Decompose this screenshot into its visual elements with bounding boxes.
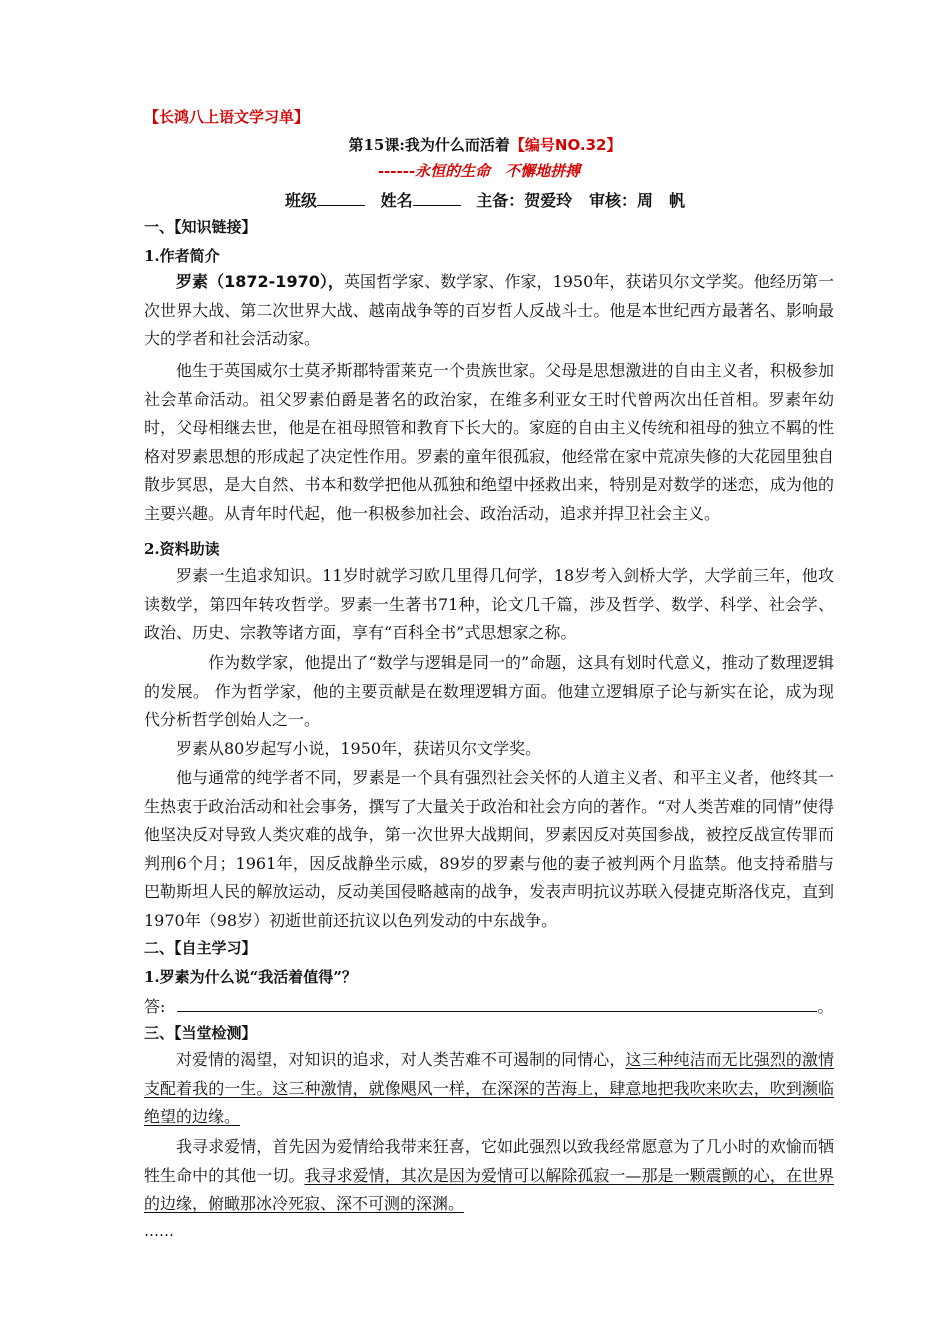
question-1: 1.罗素为什么说“我活着值得”？ [144, 968, 357, 986]
biography-paragraph: 他生于英国威尔士莫矛斯郡特雷莱克一个贵族世家。父母是思想激进的自由主义者，积极参加社会革命活动。祖父罗素伯爵是著名的政治家，在维多利亚女王时代曾两次出任首相。罗素年幼时，父母相继去世，他是在祖母照管和教育下长大的。家庭的自由主义传统和祖母的独立不羁的性格对罗素思想的形成起了决定性作用。罗素的童年很孤寂，他经常在家中荒凉失修的大花园里独自散步冥思，是大自然、书本和数学把他从孤独和绝望中拯救出来，特别是对数学的迷恋，成为他的主要兴趣。从青年时代起，他一积极参加社会、政治活动，追求并捍卫社会主义。 [144, 361, 834, 523]
meta-line [0, 188, 950, 211]
test-paragraph-1 [144, 1046, 834, 1132]
name-label: 姓名 [380, 191, 413, 210]
preparer: 主备：贺爱玲 [476, 191, 573, 210]
section2-heading: 二、【自主学习】 [144, 939, 257, 957]
answer-end: 。 [817, 997, 834, 1016]
document-tag: 【长鸿八上语文学习单】 [144, 108, 310, 126]
reading-aid-paragraph-4: 他与通常的纯学者不同，罗素是一个具有强烈社会关怀的人道主义者、和平主义者，他终其一生热衷于政治活动和社会事务，撰写了大量关于政治和社会方向的著作。“对人类苦难的同情”使得他坚决反对导致人类灾难的战争，第一次世界大战期间，罗素因反对英国参战，被控反战宣传罪而判刑6个月；1961年，因反战静坐示威，89岁的罗素与他的妻子被判两个月监禁。他支持希腊与巴勒斯坦人民的解放运动，反动美国侵略越南的战争，发表声明抗议苏联入侵捷克斯洛伐克，直到1970年（98岁）初逝世前还抗议以色列发动的中东战争。 [144, 768, 834, 930]
answer-label: 答: [144, 997, 166, 1016]
name-blank[interactable] [413, 191, 461, 206]
author-name-dates: 罗素（1872-1970）， [176, 272, 344, 291]
test-paragraph-2-text: 我寻求爱情，首先因为爱情给我带来狂喜，它如此强烈以致我经常愿意为了几小时的欢愉而牺牲生命中的其他一切。 [144, 1137, 834, 1185]
class-blank[interactable] [317, 191, 365, 206]
lesson-subtitle: ------永恒的生命 不懈地拼搏 [377, 162, 581, 180]
reviewer: 审核：周 帆 [588, 191, 685, 210]
lesson-code: 【编号NO.32】 [509, 136, 622, 154]
reading-aid-paragraph-1: 罗素一生追求知识。11岁时就学习欧几里得几何学，18岁考入剑桥大学，大学前三年，他攻读数学，第四年转攻哲学。罗素一生著书71种，论文几千篇，涉及哲学、数学、科学、社会学、政治、历史、宗教等诸方面，享有“百科全书”式思想家之称。 [144, 566, 834, 642]
class-label: 班级 [285, 191, 318, 210]
test-paragraph-1-text: 对爱情的渴望，对知识的追求，对人类苦难不可遏制的同情心， [176, 1050, 626, 1069]
lesson-title: 第15课:我为什么而活着 [348, 136, 510, 154]
reading-aid-paragraph-3: 罗素从80岁起写小说，1950年，获诺贝尔文学奖。 [176, 739, 542, 758]
reading-aid-paragraph-2: 作为数学家，他提出了“数学与逻辑是同一的”命题，这具有划时代意义，推动了数理逻辑的发展。 作为哲学家，他的主要贡献是在数理逻辑方面。他建立逻辑原子论与新实在论，成为现代分析哲学创始人之一。 [144, 653, 834, 729]
test-paragraph-2-underlined: 我寻求爱情，其次是因为爱情可以解除孤寂一—那是一颗震颤的心，在世界的边缘，俯瞰那冰冷死寂、深不可测的深渊。 [144, 1165, 834, 1213]
answer-line[interactable] [177, 997, 817, 1012]
reading-aid-heading: 2.资料助读 [144, 540, 220, 558]
answer-row [144, 994, 833, 1017]
test-paragraph-1-underlined: 这三种纯洁而无比强烈的激情支配着我的一生。这三种激情，就像飓风一样，在深深的苦海上，肆意地把我吹来吹去，吹到濒临绝望的边缘。 [144, 1050, 834, 1126]
section3-heading: 三、【当堂检测】 [144, 1024, 257, 1042]
author-intro-paragraph [144, 268, 834, 354]
ellipsis: …… [144, 1222, 174, 1240]
author-intro-text: 英国哲学家、数学家、作家，1950年，获诺贝尔文学奖。他经历第一次世界大战、第二次世界大战、越南战争等的百岁哲人反战斗士。他是本世纪西方最著名、影响最大的学者和社会活动家。 [144, 272, 834, 348]
lesson-title-line [0, 134, 950, 155]
section1-heading: 一、【知识链接】 [144, 218, 257, 236]
test-paragraph-2 [144, 1133, 834, 1219]
author-intro-heading: 1.作者简介 [144, 247, 220, 265]
